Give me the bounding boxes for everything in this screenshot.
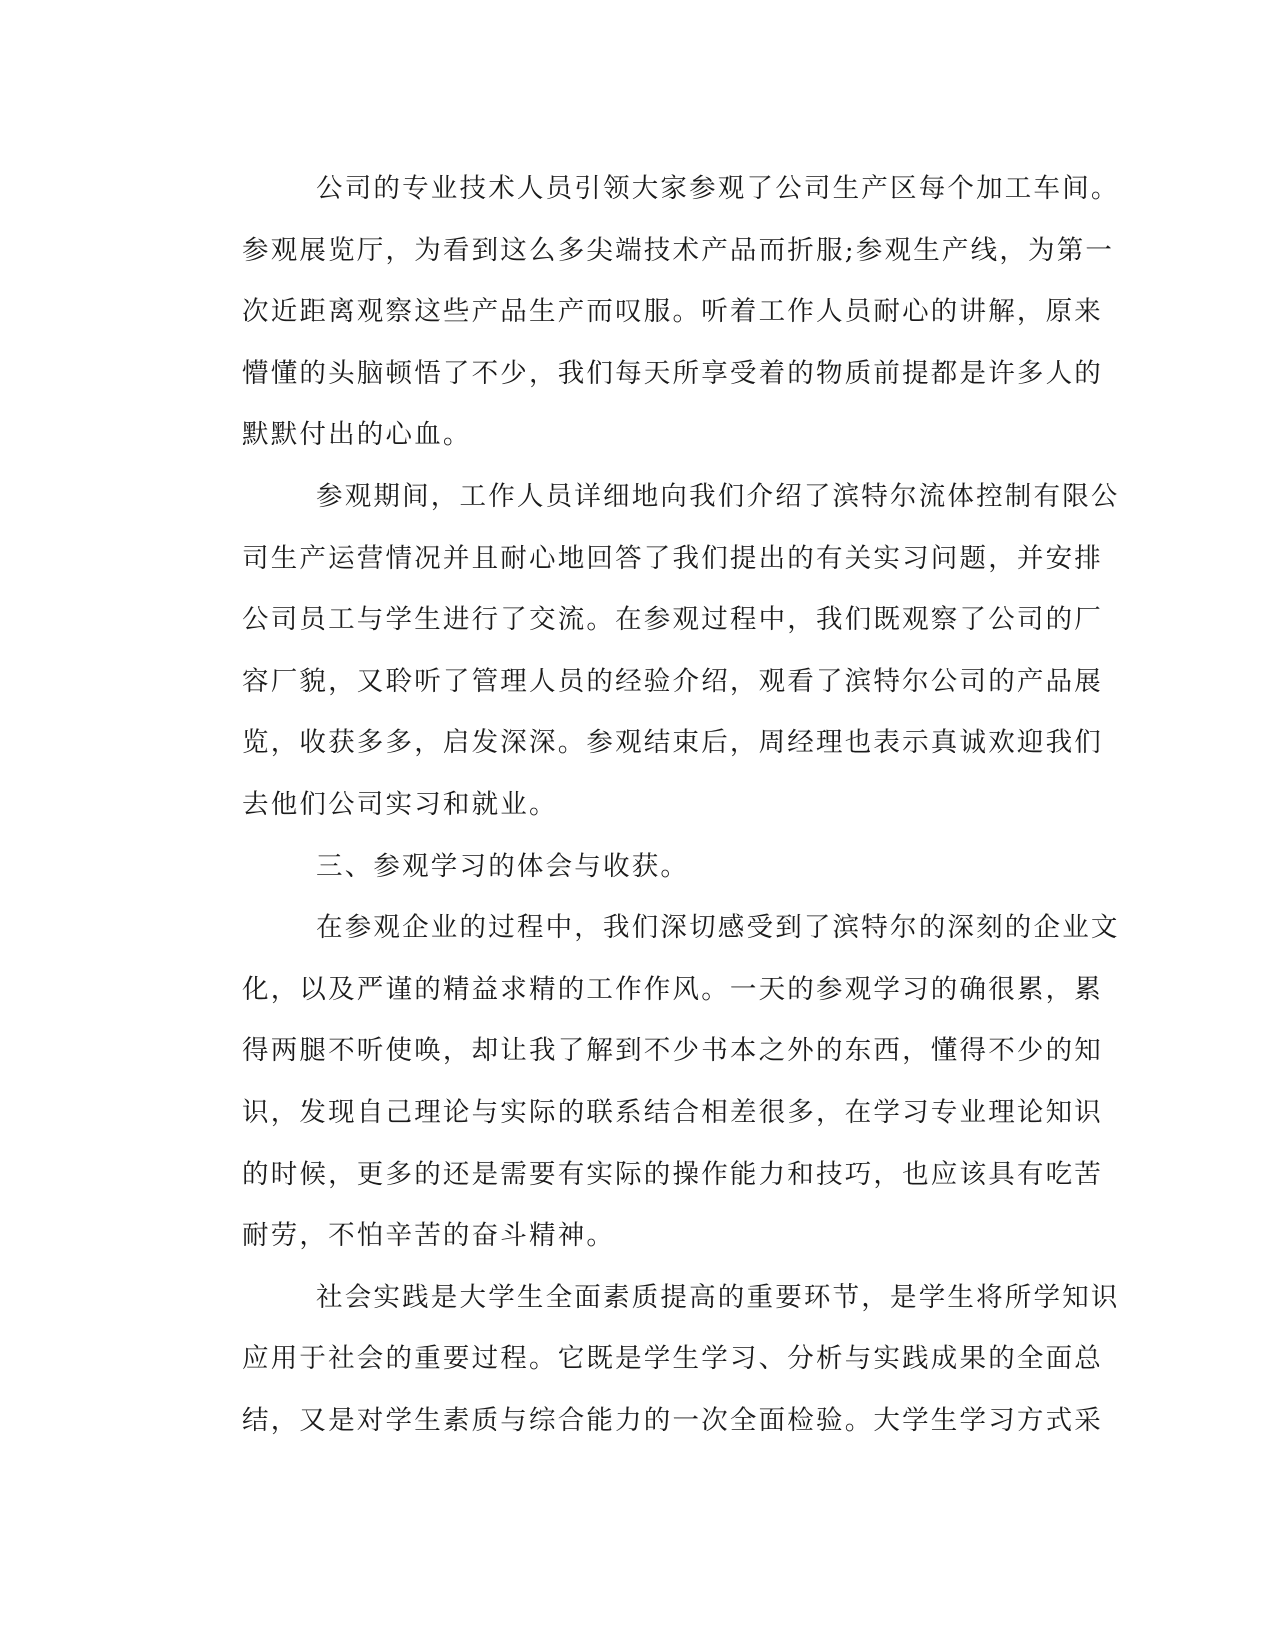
paragraph-visit-period <box>189 466 1120 836</box>
text-line: 次近距离观察这些产品生产而叹服。听着工作人员耐心的讲解，原来 <box>242 296 1103 328</box>
text-line: 耐劳，不怕辛苦的奋斗精神。 <box>242 1220 616 1252</box>
text-line: 去他们公司实习和就业。 <box>242 788 558 820</box>
text-line: 化，以及严谨的精益求精的工作作风。一天的参观学习的确很累，累 <box>242 973 1103 1005</box>
paragraph-social-practice <box>189 1267 1120 1452</box>
text-line: 公司员工与学生进行了交流。在参观过程中，我们既观察了公司的厂 <box>242 604 1103 636</box>
section-heading-text: 三、参观学习的体会与收获。 <box>316 850 690 882</box>
text-line: 司生产运营情况并且耐心地回答了我们提出的有关实习问题，并安排 <box>242 542 1103 574</box>
text-line: 览，收获多多，启发深深。参观结束后，周经理也表示真诚欢迎我们 <box>242 727 1103 759</box>
text-line: 在参观企业的过程中，我们深切感受到了滨特尔的深刻的企业文 <box>316 912 1120 944</box>
document-body <box>189 158 1120 1451</box>
paragraph-reflections <box>189 897 1120 1267</box>
text-line: 识，发现自己理论与实际的联系结合相差很多，在学习专业理论知识 <box>242 1096 1103 1128</box>
text-line: 的时候，更多的还是需要有实际的操作能力和技巧，也应该具有吃苦 <box>242 1158 1103 1190</box>
text-line: 参观展览厅，为看到这么多尖端技术产品而折服;参观生产线，为第一 <box>242 234 1115 266</box>
text-line: 懵懂的头脑顿悟了不少，我们每天所享受着的物质前提都是许多人的 <box>242 357 1103 389</box>
text-line: 结，又是对学生素质与综合能力的一次全面检验。大学生学习方式采 <box>242 1404 1103 1436</box>
section-heading <box>189 836 1069 898</box>
text-line: 应用于社会的重要过程。它既是学生学习、分析与实践成果的全面总 <box>242 1343 1103 1375</box>
text-line: 容厂貌，又聆听了管理人员的经验介绍，观看了滨特尔公司的产品展 <box>242 665 1103 697</box>
text-line: 参观期间，工作人员详细地向我们介绍了滨特尔流体控制有限公 <box>316 480 1120 512</box>
paragraph-factory-tour <box>189 158 1120 466</box>
text-line: 公司的专业技术人员引领大家参观了公司生产区每个加工车间。 <box>316 173 1120 204</box>
text-line: 社会实践是大学生全面素质提高的重要环节，是学生将所学知识 <box>316 1281 1120 1313</box>
text-line: 得两腿不听使唤，却让我了解到不少书本之外的东西，懂得不少的知 <box>242 1035 1103 1067</box>
text-line: 默默付出的心血。 <box>242 419 472 451</box>
